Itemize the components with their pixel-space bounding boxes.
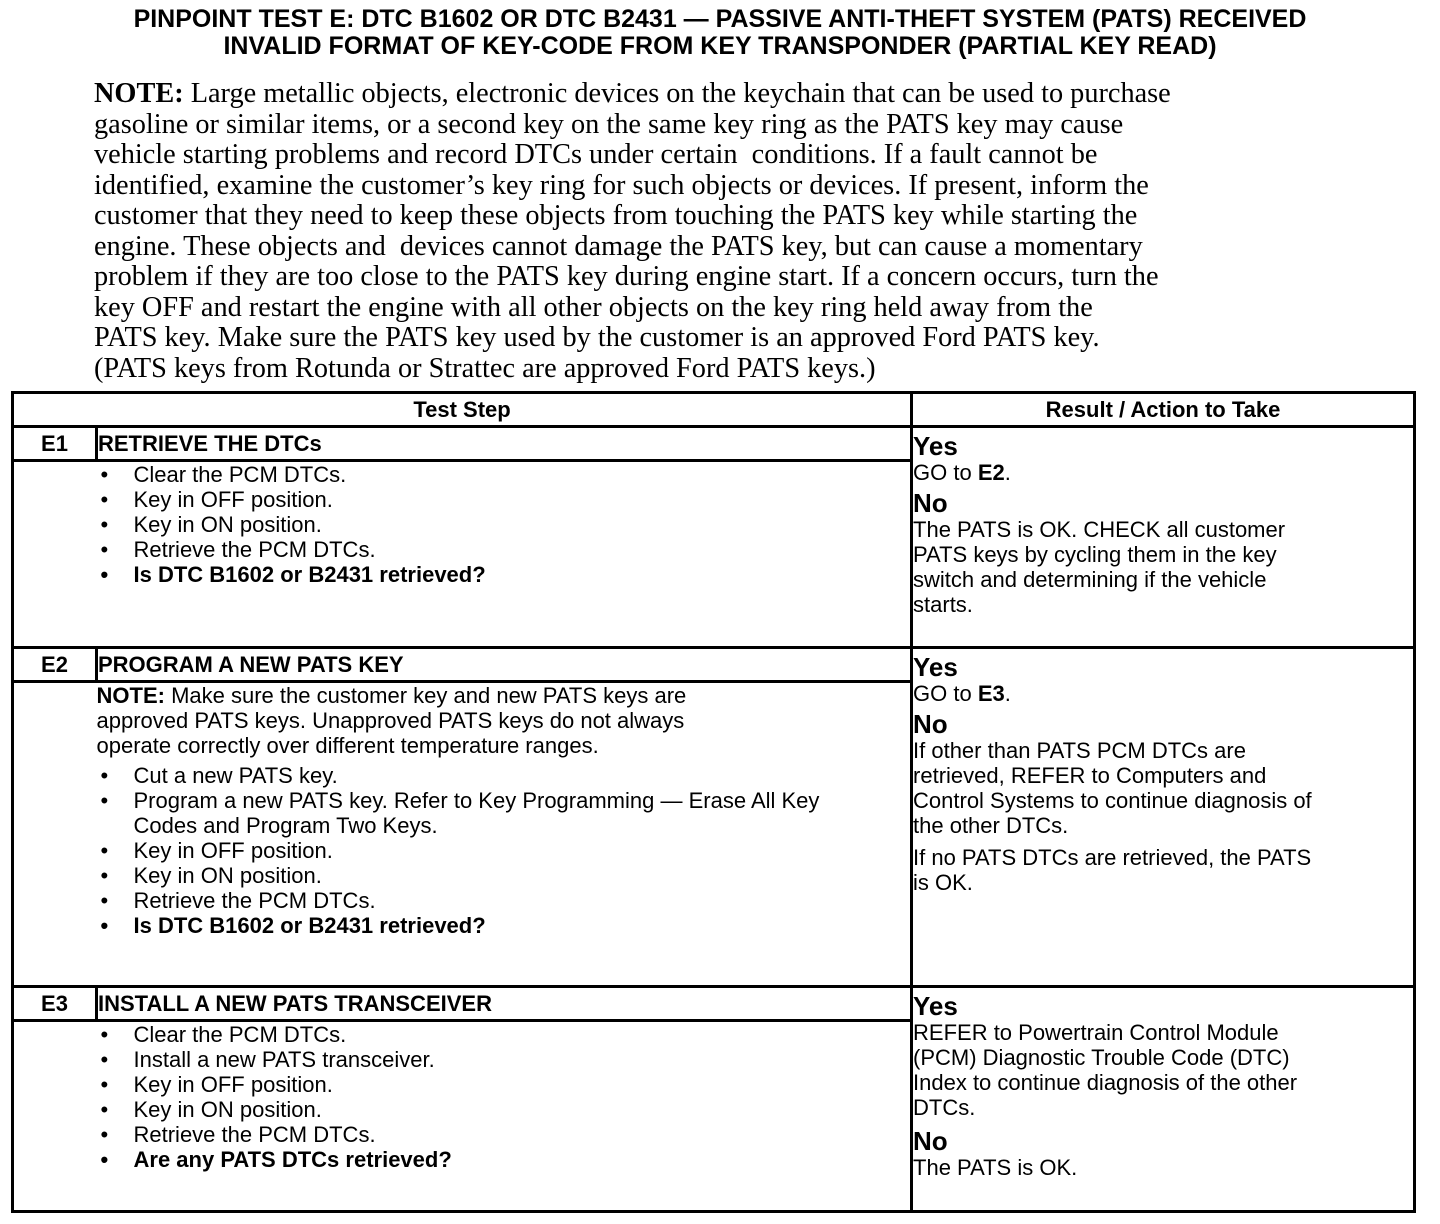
step-result bbox=[912, 648, 1415, 987]
step-body bbox=[97, 461, 912, 648]
note-line: PATS key. Make sure the PATS key used by the customer is an approved Ford PATS key. bbox=[94, 322, 1100, 353]
list-item: • Key in ON position. bbox=[97, 1097, 911, 1122]
step-note: NOTE: Make sure the customer key and new PATS keys are approved PATS keys. Unapproved PATS keys do not always operate correctly over different temperature ranges. bbox=[96, 683, 687, 759]
general-note bbox=[94, 79, 1334, 384]
list-item: • Program a new PATS key. Refer to Key Programming — Erase All Key Codes and Program Two Keys. bbox=[97, 788, 827, 838]
list-item: • Retrieve the PCM DTCs. bbox=[97, 1122, 911, 1147]
list-item: • Clear the PCM DTCs. bbox=[97, 462, 911, 487]
no-label: No bbox=[913, 709, 948, 740]
step-note-label: NOTE: bbox=[96, 683, 165, 709]
header-test-step: Test Step bbox=[13, 393, 912, 427]
yes-action: REFER to Powertrain Control Module (PCM) Diagnostic Trouble Code (DTC) Index to continue diagnosis of the other DTCs. bbox=[913, 1020, 1298, 1121]
list-item: • Key in OFF position. bbox=[97, 1072, 911, 1097]
list-item: • Key in ON position. bbox=[97, 512, 911, 537]
step-result bbox=[912, 427, 1415, 648]
list-item: • Retrieve the PCM DTCs. bbox=[97, 537, 911, 562]
step-question: • Is DTC B1602 or B2431 retrieved? bbox=[97, 913, 827, 938]
title-line-1: PINPOINT TEST E: DTC B1602 OR DTC B2431 — PASSIVE ANTI-THEFT SYSTEM (PATS) RECEIVED bbox=[133, 5, 1307, 33]
list-item: • Retrieve the PCM DTCs. bbox=[97, 888, 827, 913]
no-action: If other than PATS PCM DTCs are retrieved, REFER to Computers and Control Systems to continue diagnosis of the other DTCs. bbox=[913, 738, 1312, 839]
step-body bbox=[97, 682, 912, 987]
table-header-row bbox=[13, 393, 1415, 427]
yes-label: Yes bbox=[913, 652, 958, 683]
step-bullets bbox=[97, 1022, 911, 1172]
note-line: NOTE: Large metallic objects, electronic devices on the keychain that can be used to purchase bbox=[94, 78, 1171, 109]
step-question: • Are any PATS DTCs retrieved? bbox=[97, 1147, 911, 1172]
step-title: INSTALL A NEW PATS TRANSCEIVER bbox=[97, 987, 912, 1021]
step-bullets bbox=[97, 462, 911, 587]
note-label: NOTE: bbox=[94, 78, 184, 109]
step-id: E2 bbox=[13, 648, 97, 682]
no-label: No bbox=[913, 1126, 948, 1157]
step-title-row bbox=[13, 427, 1415, 461]
step-id: E3 bbox=[13, 987, 97, 1021]
note-line: identified, examine the customer’s key ring for such objects or devices. If present, inform the bbox=[94, 169, 1149, 201]
note-line: gasoline or similar items, or a second key on the same key ring as the PATS key may cause bbox=[94, 108, 1124, 140]
step-title: PROGRAM A NEW PATS KEY bbox=[97, 648, 912, 682]
no-label: No bbox=[913, 488, 948, 518]
no-action: The PATS is OK. bbox=[913, 1155, 1078, 1181]
step-bullets bbox=[97, 763, 827, 938]
list-item: • Cut a new PATS key. bbox=[97, 763, 827, 788]
step-title: RETRIEVE THE DTCs bbox=[97, 427, 912, 461]
note-line: vehicle starting problems and record DTCs under certain conditions. If a fault cannot be bbox=[94, 139, 1098, 170]
list-item: • Key in OFF position. bbox=[97, 487, 911, 512]
yes-label: Yes bbox=[913, 431, 958, 461]
list-item: • Install a new PATS transceiver. bbox=[97, 1047, 911, 1072]
no-action: The PATS is OK. CHECK all customer PATS keys by cycling them in the key switch and determining if the vehicle starts. bbox=[913, 517, 1286, 617]
yes-action: GO to E2. bbox=[913, 460, 1011, 485]
no-extra-action: If no PATS DTCs are retrieved, the PATS is OK. bbox=[913, 845, 1312, 896]
step-id: E1 bbox=[13, 427, 97, 461]
list-item: • Key in OFF position. bbox=[97, 838, 827, 863]
yes-action: GO to E3. bbox=[913, 681, 1011, 707]
pinpoint-test-table bbox=[11, 391, 1416, 1213]
header-result-action: Result / Action to Take bbox=[912, 393, 1415, 427]
note-line: customer that they need to keep these objects from touching the PATS key while starting the bbox=[94, 200, 1138, 231]
step-title-row bbox=[13, 648, 1415, 682]
note-line: (PATS keys from Rotunda or Strattec are approved Ford PATS keys.) bbox=[94, 352, 876, 384]
note-line: problem if they are too close to the PATS key during engine start. If a concern occurs, turn the bbox=[94, 261, 1159, 292]
list-item: • Clear the PCM DTCs. bbox=[97, 1022, 911, 1047]
yes-label: Yes bbox=[913, 991, 958, 1022]
step-body bbox=[97, 1021, 912, 1212]
list-item: • Key in ON position. bbox=[97, 863, 827, 888]
step-title-row bbox=[13, 987, 1415, 1021]
note-line: key OFF and restart the engine with all other objects on the key ring held away from the bbox=[94, 291, 1093, 323]
page-title bbox=[0, 6, 1440, 60]
step-result bbox=[912, 987, 1415, 1212]
step-question: • Is DTC B1602 or B2431 retrieved? bbox=[97, 562, 911, 587]
note-line: engine. These objects and devices cannot damage the PATS key, but can cause a momentary bbox=[94, 230, 1143, 262]
title-line-2: INVALID FORMAT OF KEY-CODE FROM KEY TRANSPONDER (PARTIAL KEY READ) bbox=[223, 32, 1217, 60]
